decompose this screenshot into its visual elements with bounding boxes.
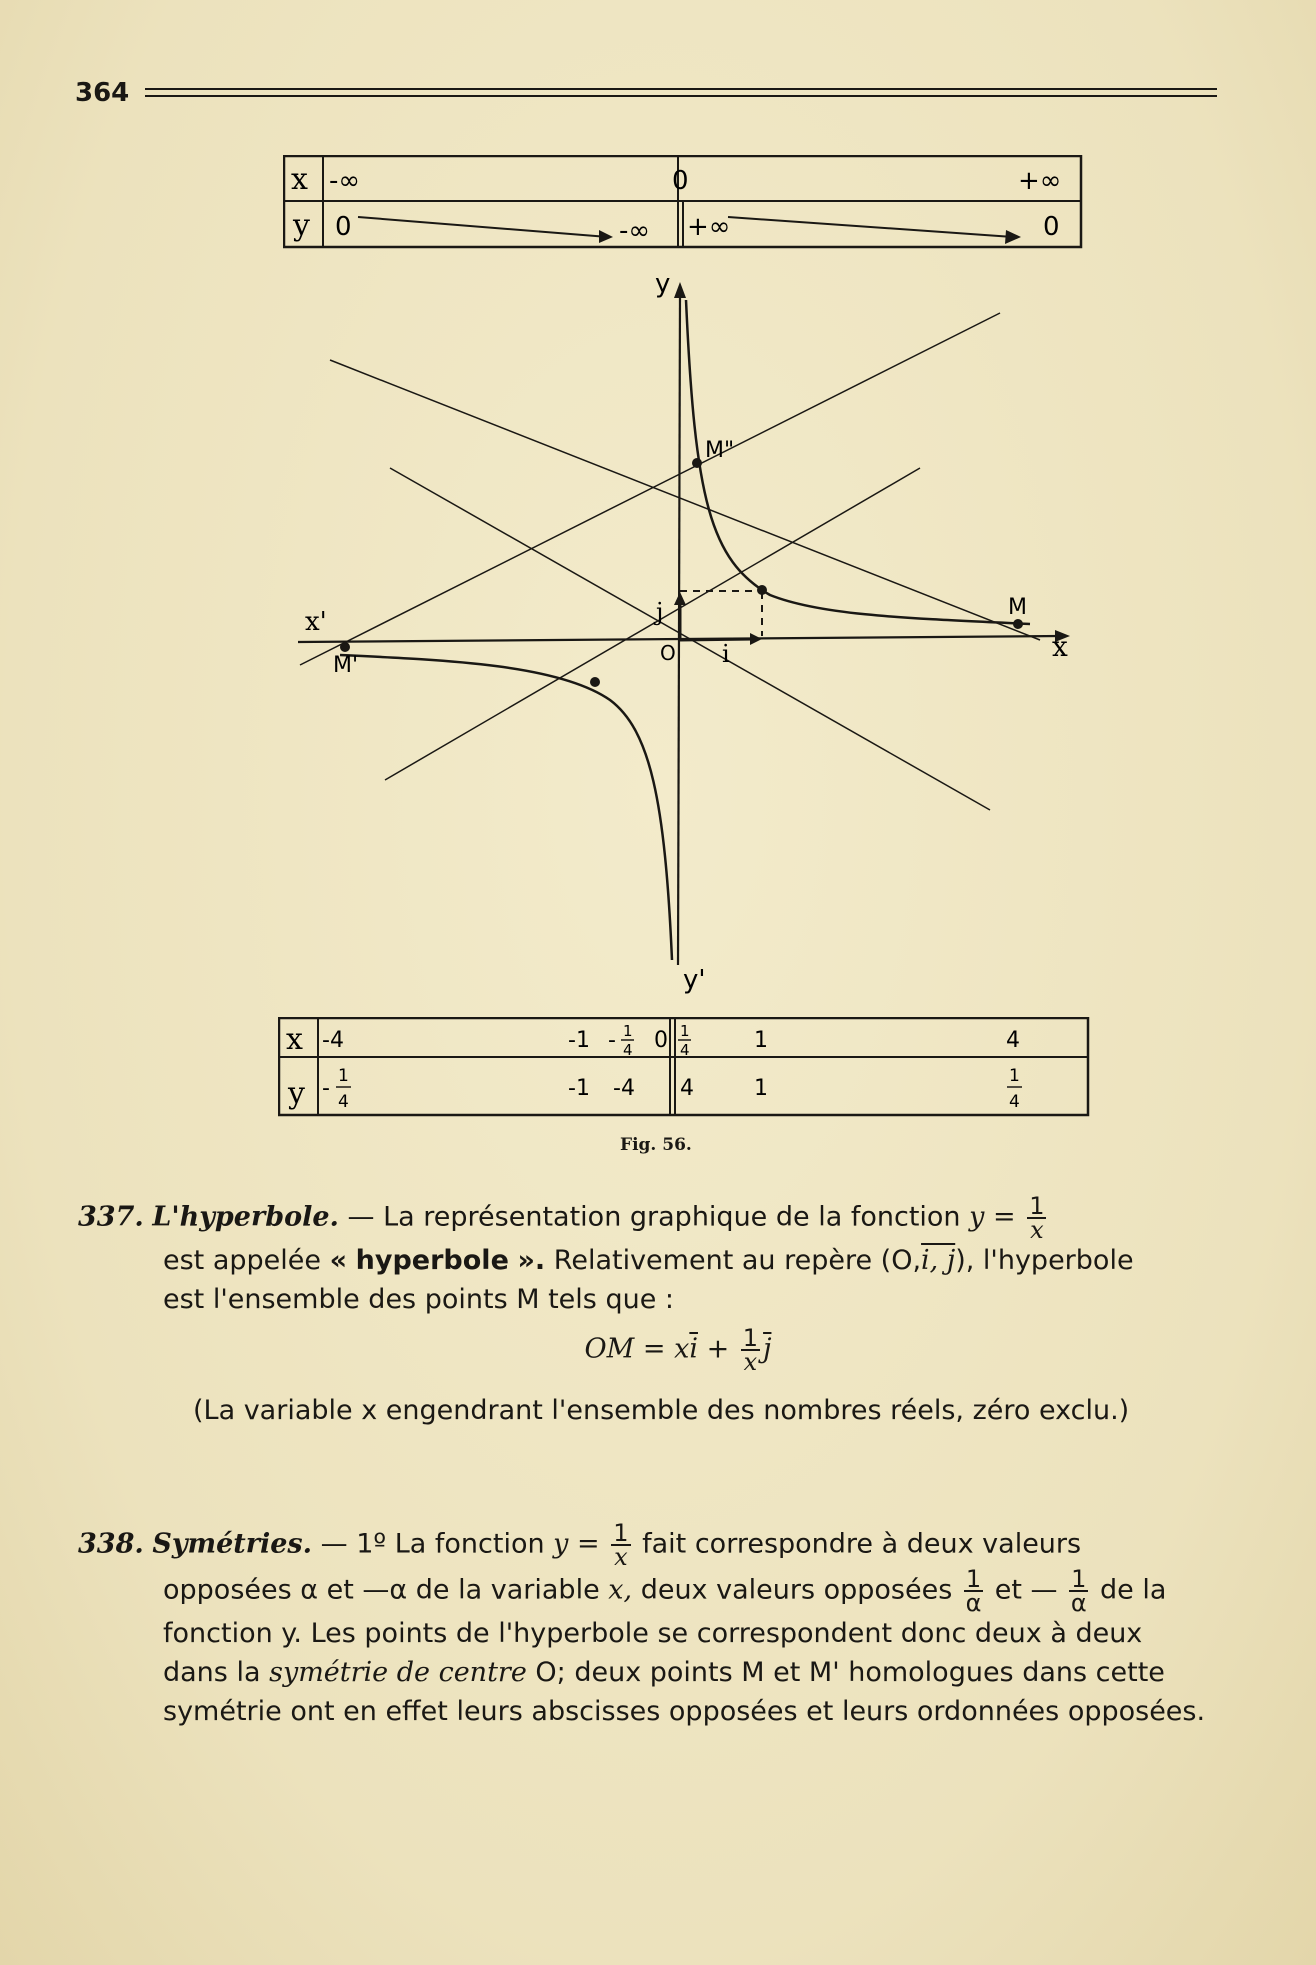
line2a: opposées α et —α de la variable: [163, 1574, 600, 1606]
section-337-line-3: [78, 1280, 1218, 1319]
bottom-x-zero: 0: [654, 1028, 668, 1053]
top-table-x-zero: 0: [672, 166, 689, 196]
label-M-double: M": [705, 438, 735, 463]
section-337-text5: est l'ensemble des points M tels que :: [163, 1284, 674, 1315]
line4-italic: symétrie de centre: [269, 1657, 527, 1688]
section-337-line-2: [78, 1241, 1218, 1280]
section-337-dash: —: [347, 1201, 375, 1233]
formula-fraction-denominator: x: [743, 1348, 758, 1376]
section-337-y-eq: y =: [969, 1201, 1016, 1233]
bottom-y-quarter-pos-num: 1: [1009, 1066, 1020, 1086]
diagonal-line-3: [385, 468, 920, 780]
bottom-x-four: 4: [1006, 1028, 1020, 1053]
section-338-line-2: [78, 1565, 1218, 1617]
bottom-y-quarter-pos-den: 4: [1009, 1092, 1020, 1112]
line3: fonction y. Les points de l'hyperbole se correspondent donc deux à deux: [163, 1618, 1143, 1649]
section-337-text2: est appelée: [163, 1245, 322, 1276]
et-minus: et —: [994, 1574, 1058, 1606]
top-table-y-zero-left: 0: [335, 212, 352, 242]
bottom-x-quarter-pos-num: 1: [680, 1022, 690, 1040]
bottom-x-minus1: -1: [568, 1028, 590, 1053]
arrow-decreasing-left: [358, 217, 608, 237]
arrowhead-right: [1005, 230, 1021, 244]
bottom-table-x-label: x: [286, 1022, 303, 1057]
bottom-y-quarter-num: 1: [338, 1066, 349, 1086]
section-337-text1: La représentation graphique de la fonction: [383, 1201, 961, 1233]
hyperbole-term: hyperbole: [355, 1245, 509, 1276]
section-338-text1: fait correspondre à deux valeurs: [642, 1528, 1082, 1560]
hyperbola-branch-negative: [340, 655, 672, 960]
label-j: j: [656, 598, 664, 626]
formula-plus: +: [706, 1333, 730, 1365]
bottom-x-quarter-pos-den: 4: [680, 1041, 690, 1059]
point-M: [1013, 619, 1023, 629]
line5: symétrie ont en effet leurs abscisses opposées et leurs ordonnées opposées.: [163, 1696, 1206, 1727]
minus-one-over-alpha: [1069, 1565, 1088, 1617]
point-M-prime: [340, 642, 350, 652]
label-y: y: [655, 269, 671, 299]
label-y-prime: y': [683, 965, 706, 995]
section-338: [78, 1519, 1218, 1731]
top-table-x-plus-inf: +∞: [1018, 166, 1062, 196]
section-338-ordinal: 1º La fonction: [356, 1528, 545, 1560]
minus-one-over-alpha-num: 1: [1071, 1565, 1087, 1593]
point-unit-negative: [590, 677, 600, 687]
section-338-line-3: [78, 1614, 1218, 1653]
section-337-formula: [78, 1324, 1218, 1376]
section-338-line-1: [78, 1519, 1218, 1571]
section-337-text3: Relativement au repère (O,: [553, 1245, 922, 1276]
label-origin: O: [660, 641, 676, 665]
top-table-x-minus-inf: -∞: [329, 166, 361, 196]
s338-fraction-denominator: x: [614, 1543, 628, 1571]
top-table-y-minus-inf: -∞: [619, 216, 651, 246]
diagonal-line-2: [330, 360, 1040, 640]
quote-close: ».: [517, 1245, 546, 1276]
bottom-y-one: 1: [754, 1076, 768, 1101]
fraction-numerator: 1: [1029, 1192, 1045, 1220]
section-338-line-5: [78, 1692, 1218, 1731]
formula-j: $\overline{j}$: [763, 1333, 772, 1365]
section-338-number: 338.: [78, 1528, 144, 1560]
header-rule-top: [145, 88, 1217, 90]
top-variation-table: [283, 155, 1083, 249]
formula-i: $\overline{i}$: [689, 1333, 698, 1365]
note-text: (La variable x engendrant l'ensemble des nombres réels, zéro exclu.): [193, 1395, 1130, 1426]
line4b: O; deux points M et M' homologues dans cette: [535, 1657, 1165, 1688]
label-x-prime: x': [305, 607, 327, 637]
figure-caption: Fig. 56.: [620, 1135, 692, 1155]
top-table-y-label: y: [293, 208, 310, 243]
vector-i: [680, 639, 755, 640]
formula-fraction-numerator: 1: [742, 1324, 759, 1352]
one-over-alpha-num: 1: [965, 1565, 982, 1593]
section-337-title: L'hyperbole.: [152, 1201, 339, 1233]
bottom-x-quarter-neg-den: 4: [623, 1041, 633, 1059]
bottom-x-quarter-neg-num: 1: [623, 1022, 633, 1040]
page-number: 364: [75, 78, 130, 108]
arrow-decreasing-right: [728, 217, 1013, 237]
quote-open: «: [329, 1245, 348, 1276]
line2c: deux valeurs opposées: [640, 1574, 953, 1606]
bottom-value-table: [278, 1017, 1090, 1117]
top-table-y-zero-right: 0: [1043, 212, 1060, 242]
fraction-denominator: x: [1030, 1216, 1044, 1244]
one-over-alpha: [964, 1565, 983, 1617]
bottom-x-minus4: -4: [322, 1028, 344, 1053]
hyperbola-branch-positive: [686, 300, 1030, 624]
section-337-text4: ), l'hyperbole: [955, 1245, 1134, 1276]
section-337: [78, 1192, 1218, 1430]
bottom-y-minus1: -1: [568, 1076, 590, 1101]
section-338-line-4: [78, 1653, 1218, 1692]
bottom-y-quarter-den: 4: [338, 1092, 349, 1112]
diagonal-line-1: [300, 313, 1000, 665]
bottom-y-minus-sign: -: [322, 1076, 330, 1101]
minus-one-over-alpha-den: α: [1070, 1589, 1087, 1617]
vector-i-head: [750, 633, 762, 645]
formula-fraction: [741, 1324, 760, 1376]
label-M-prime: M': [333, 653, 359, 678]
line2b: x,: [608, 1574, 633, 1606]
label-x: x: [1052, 630, 1068, 663]
section-337-line-1: [78, 1192, 1218, 1244]
one-over-alpha-den: α: [965, 1589, 982, 1617]
bottom-table-y-label: y: [288, 1076, 305, 1111]
bottom-y-four: 4: [680, 1076, 694, 1101]
top-table-y-plus-inf: +∞: [687, 212, 731, 242]
y-axis-arrow: [674, 282, 686, 298]
section-337-fraction: [1027, 1192, 1046, 1244]
section-337-number: 337.: [78, 1201, 144, 1233]
vector-j-head: [674, 592, 686, 605]
label-i: i: [722, 640, 730, 668]
section-338-title: Symétries.: [152, 1528, 313, 1560]
point-M-double: [692, 458, 702, 468]
formula-om: OM = x: [584, 1333, 690, 1365]
header-rule-bottom: [145, 95, 1217, 97]
section-338-y-eq: y =: [553, 1528, 600, 1560]
section-338-dash: —: [320, 1528, 348, 1560]
bottom-x-one: 1: [754, 1028, 768, 1053]
de-la: de la: [1100, 1574, 1167, 1606]
bottom-x-minus-sign: -: [608, 1028, 616, 1053]
vectors-ij: i, j: [921, 1245, 956, 1276]
section-338-fraction: [611, 1519, 630, 1571]
arrowhead-left: [599, 230, 613, 243]
label-M: M: [1008, 595, 1027, 620]
top-table-x-label: x: [291, 162, 308, 197]
line4a: dans la: [163, 1657, 261, 1688]
s338-fraction-numerator: 1: [613, 1519, 629, 1547]
hyperbola-graph: [283, 268, 1083, 1008]
bottom-y-minus4: -4: [613, 1076, 635, 1101]
section-337-note: [78, 1391, 1218, 1430]
